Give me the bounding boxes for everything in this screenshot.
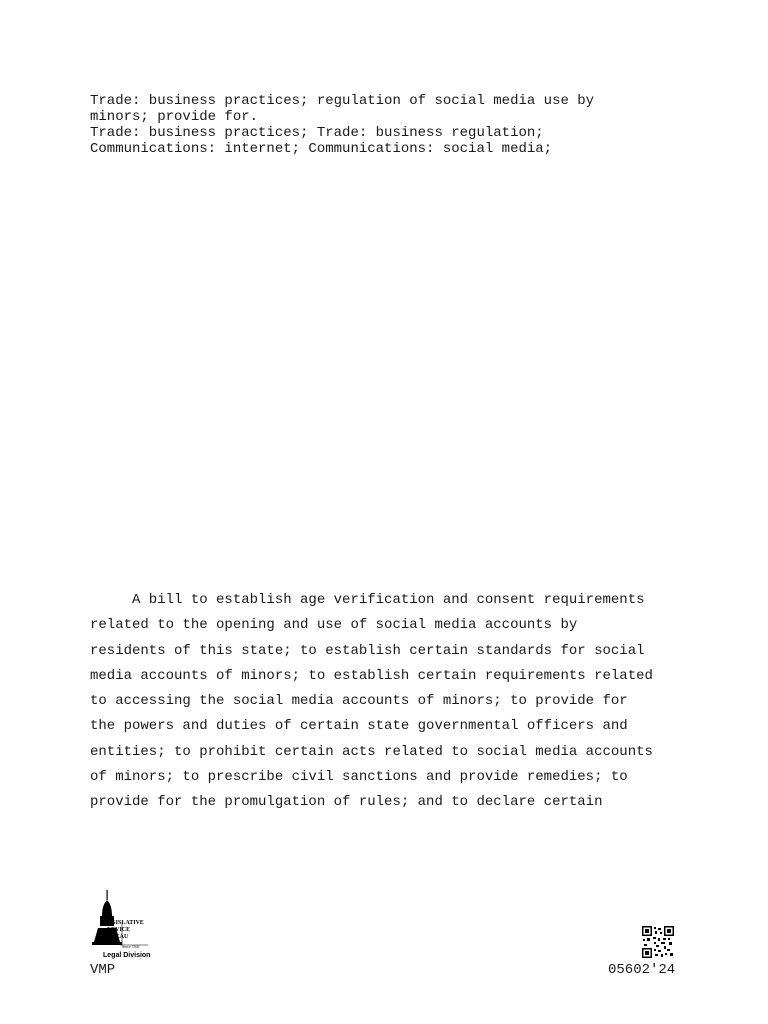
logo-division: Legal Division — [103, 952, 151, 959]
bill-title-line: the powers and duties of certain state governmental officers and — [90, 718, 628, 735]
logo-wordmark: EGISLATIVE ERVICE UREAU — [107, 920, 144, 940]
logo-since: Since 1941 — [122, 944, 140, 949]
drafter-initials: VMP — [90, 962, 116, 978]
subject-line: minors; provide for. — [90, 109, 259, 125]
bill-title-line: A bill to establish age verification and consent requirements — [90, 592, 645, 608]
bill-title-line: entities; to prohibit certain acts related to social media accounts — [90, 743, 653, 760]
subject-lines — [90, 93, 710, 157]
bill-title-line: related to the opening and use of social media accounts by — [90, 617, 578, 634]
bill-title-line: media accounts of minors; to establish certain requirements related — [90, 667, 653, 684]
subject-line: Trade: business practices; regulation of social media use by — [90, 93, 595, 109]
bill-title-line: of minors; to prescribe civil sanctions and provide remedies; to — [90, 769, 628, 786]
bill-title-line: provide for the promulgation of rules; and to declare certain — [90, 794, 603, 811]
bill-title — [90, 588, 690, 816]
bill-title-line: residents of this state; to establish certain standards for social — [90, 642, 645, 659]
subject-line: Trade: business practices; Trade: business regulation; — [90, 125, 544, 141]
qr-code — [642, 926, 674, 958]
subject-line: Communications: internet; Communications: social media; — [90, 141, 553, 157]
document-number: 05602'24 — [608, 962, 676, 978]
bill-title-line: to accessing the social media accounts of minors; to provide for — [90, 693, 628, 710]
